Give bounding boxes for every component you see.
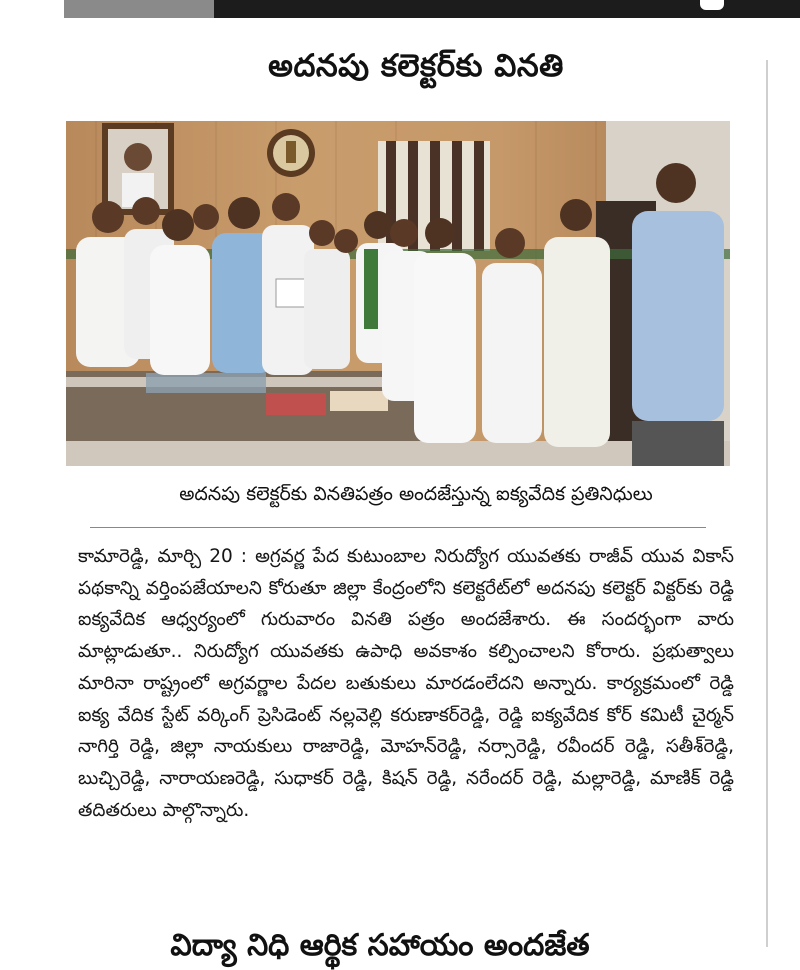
page-header-mark bbox=[700, 0, 724, 10]
column-divider bbox=[766, 60, 768, 947]
next-article-headline-cropped: విద్యా నిధి ఆర్థిక సహాయం అందజేత bbox=[170, 928, 590, 963]
photo-caption: అదనపు కలెక్టర్‌కు వినతిపత్రం అందజేస్తున్న ఐక్యవేదిక ప్రతినిధులు bbox=[179, 483, 653, 505]
article-body: కామారెడ్డి, మార్చి 20 : అగ్రవర్ణ పేద కుటుంబాల నిరుద్యోగ యువతకు రాజీవ్ యువ వికాస్ పథకాన్ని వర్తింపజేయాలని కోరుతూ జిల్లా కేంద్రంలోని కలెక్టరేట్‌లో అదనపు కలెక్టర్ విక్టర్‌కు రెడ్డి ఐక్యవేదిక ఆధ్వర్యంలో గురువారం వినతి పత్రం అందజేశారు. ఈ సందర్భంగా వారు మాట్లాడుతూ.. నిరుద్యోగ యువతకు ఉపాధి అవకాశం కల్పించాలని కోరారు. ప్రభుత్వాలు మారినా రాష్ట్రంలో అగ్రవర్ణాల పేదల బతుకులు మారడంలేదని అన్నారు. కార్యక్రమంలో రెడ్డి ఐక్య వేదిక స్టేట్ వర్కింగ్ ప్రెసిడెంట్ నల్లవెల్లి కరుణాకర్‌రెడ్డి, రెడ్డి ఐక్యవేదిక కోర్ కమిటీ చైర్మన్ నాగిర్తి రెడ్డి, జిల్లా నాయకులు రాజారెడ్డి, మోహన్‌రెడ్డి, నర్సారెడ్డి, రవీందర్ రెడ్డి, సతీశ్‌రెడ్డి, బుచ్చిరెడ్డి, నారాయణరెడ్డి, సుధాకర్ రెడ్డి, కిషన్ రెడ్డి, నరేందర్ రెడ్డి, మల్లారెడ్డి, మాణిక్ రెడ్డి తదితరులు పాల్గొన్నారు. bbox=[78, 546, 734, 821]
caption-divider bbox=[90, 527, 706, 528]
article-photo bbox=[66, 121, 730, 466]
page-header-section-tab bbox=[64, 0, 214, 18]
article-headline: అదనపు కలెక్టర్‌కు వినతి bbox=[268, 48, 564, 84]
